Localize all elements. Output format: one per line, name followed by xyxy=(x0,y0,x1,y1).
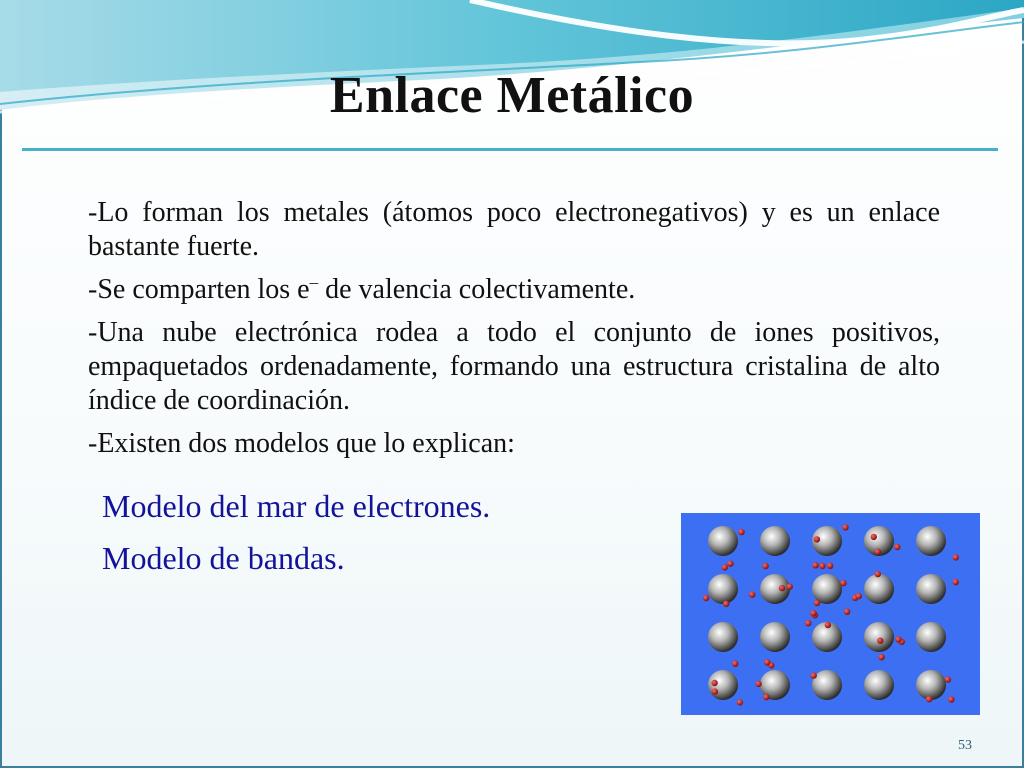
valence-electron xyxy=(703,595,709,601)
metal-ion xyxy=(916,526,946,556)
valence-electron xyxy=(840,580,846,586)
valence-electron xyxy=(953,579,959,585)
valence-electron xyxy=(948,696,954,702)
valence-electron xyxy=(738,529,744,535)
slide-body xyxy=(88,196,940,470)
valence-electron xyxy=(755,681,761,687)
title-underline-rule xyxy=(22,148,998,151)
metal-ion xyxy=(760,526,790,556)
valence-electron xyxy=(819,563,825,569)
valence-electron xyxy=(894,544,900,550)
valence-electron xyxy=(814,536,820,542)
metal-ion xyxy=(916,622,946,652)
metal-ion xyxy=(916,670,946,700)
valence-electron xyxy=(875,549,881,555)
metal-ion xyxy=(708,574,738,604)
valence-electron xyxy=(945,676,951,682)
valence-electron xyxy=(712,688,718,694)
valence-electron xyxy=(764,659,770,665)
valence-electron xyxy=(895,636,901,642)
valence-electron xyxy=(953,554,959,560)
electron-charge-superscript: – xyxy=(309,272,319,292)
valence-electron xyxy=(878,654,884,660)
valence-electron xyxy=(711,680,717,686)
metal-ion xyxy=(864,622,894,652)
valence-electron xyxy=(875,571,881,577)
paragraph-definition: -Lo forman los metales (átomos poco electronegativos) y es un enlace bastante fuerte. xyxy=(88,197,940,262)
valence-electron xyxy=(825,622,831,628)
valence-electron xyxy=(737,699,743,705)
paragraph-electron-cloud: -Una nube electrónica rodea a todo el conjunto de iones positivos, empaquetados ordenadamente, formando una estructura cristalina de alto índice de coordinación. xyxy=(88,317,940,416)
lattice-canvas xyxy=(681,513,980,715)
metal-ion xyxy=(864,574,894,604)
valence-text-start: -Se comparten los e xyxy=(88,274,310,305)
valence-electron xyxy=(810,610,816,616)
valence-text-end: de valencia colectivamente. xyxy=(318,274,636,305)
metal-ion xyxy=(760,622,790,652)
metallic-lattice-illustration xyxy=(681,513,980,715)
valence-electron xyxy=(856,593,862,599)
valence-electron xyxy=(827,563,833,569)
valence-electron xyxy=(812,562,818,568)
metal-ion xyxy=(916,574,946,604)
page-number: 53 xyxy=(958,738,972,753)
valence-electron xyxy=(787,584,793,590)
valence-electron xyxy=(814,600,820,606)
valence-electron xyxy=(749,591,755,597)
valence-electron xyxy=(877,638,883,644)
paragraph-two-models: -Existen dos modelos que lo explican: xyxy=(88,428,515,459)
valence-electron xyxy=(844,609,850,615)
metal-ion xyxy=(864,670,894,700)
model-bands: Modelo de bandas. xyxy=(102,540,345,576)
valence-electron xyxy=(811,672,817,678)
valence-electron xyxy=(732,661,738,667)
valence-electron xyxy=(727,561,733,567)
valence-electron xyxy=(871,534,877,540)
valence-electron xyxy=(926,696,932,702)
paragraph-valence-electrons xyxy=(88,273,940,307)
valence-electron xyxy=(805,620,811,626)
valence-electron xyxy=(842,524,848,530)
valence-electron xyxy=(763,694,769,700)
model-electron-sea: Modelo del mar de electrones. xyxy=(102,488,491,524)
valence-electron xyxy=(723,601,729,607)
metal-ion xyxy=(812,574,842,604)
metal-ion xyxy=(708,622,738,652)
metal-ion xyxy=(760,574,790,604)
valence-electron xyxy=(779,585,785,591)
metal-ion xyxy=(708,526,738,556)
valence-electron xyxy=(762,563,768,569)
valence-electron xyxy=(722,564,728,570)
slide-title: Enlace Metálico xyxy=(329,67,695,124)
